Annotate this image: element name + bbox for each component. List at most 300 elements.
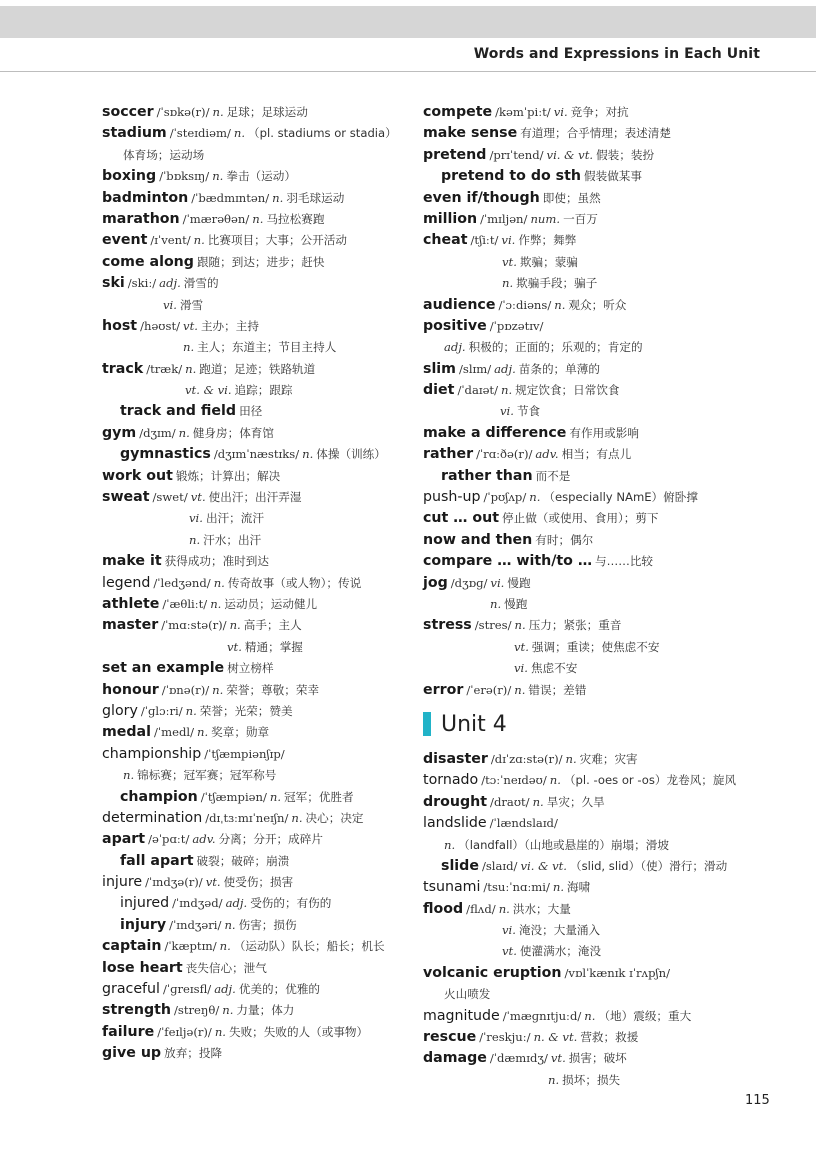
phonetic: /slaɪd/ — [481, 858, 518, 873]
headword: audience — [423, 296, 496, 313]
vocab-line — [423, 337, 743, 358]
headword: gymnastics — [120, 446, 211, 463]
vocab-line — [423, 230, 743, 251]
part-of-speech: n. — [219, 939, 231, 954]
phonetic: /træk/ — [146, 361, 183, 376]
phonetic: /ˈmærəθən/ — [182, 211, 250, 226]
definition: 丧失信心；泄气 — [185, 960, 267, 975]
definition: 受伤的；有伤的 — [250, 896, 332, 911]
vocab-line — [102, 744, 388, 765]
part-of-speech: vi. & vt. — [546, 147, 594, 162]
headword: make a difference — [423, 424, 567, 441]
vocab-line — [423, 188, 743, 209]
vocab-line — [102, 295, 388, 316]
part-of-speech: n. — [185, 361, 197, 376]
headword: stress — [423, 617, 472, 634]
headword: even if/though — [423, 189, 540, 206]
vocab-line — [423, 273, 743, 294]
phonetic: /ˈbædmɪntən/ — [191, 190, 270, 205]
left-column — [102, 102, 397, 1065]
phonetic: /stres/ — [474, 618, 512, 633]
definition: 有时；偶尔 — [535, 532, 594, 547]
phonetic: /ˈmedl/ — [154, 725, 194, 740]
headword: work out — [102, 467, 173, 484]
headword: flood — [423, 900, 464, 917]
vocab-line — [423, 166, 743, 187]
phonetic: /ˈɪndʒəd/ — [172, 896, 223, 911]
part-of-speech: n. — [552, 880, 565, 895]
headword: track and field — [120, 403, 237, 420]
part-of-speech: adj. — [444, 340, 466, 355]
phonetic: /dʒɒɡ/ — [450, 575, 488, 590]
part-of-speech: n. — [214, 1024, 226, 1039]
right-column — [423, 102, 743, 1091]
phonetic: /skiː/ — [127, 276, 157, 291]
definition: 营救；救援 — [580, 1030, 639, 1045]
vocab-line — [102, 1022, 388, 1043]
part-of-speech: n. — [554, 297, 566, 312]
definition: 观众；听众 — [568, 297, 627, 312]
part-of-speech: n. — [549, 773, 561, 788]
vocab-line — [102, 1000, 388, 1021]
definition: 传奇故事（或人物）；传说 — [227, 575, 362, 590]
headword: compare … with/to … — [423, 553, 593, 570]
part-of-speech: n. — [212, 105, 224, 119]
vocab-line — [423, 680, 743, 701]
vocab-line — [102, 573, 388, 594]
vocab-line — [423, 813, 743, 834]
headword: come along — [102, 253, 194, 270]
phonetic: /ˈɡreɪsfl/ — [163, 982, 212, 997]
definition: 相当；有点儿 — [561, 447, 632, 462]
headword: strength — [102, 1002, 171, 1019]
definition: 损坏；损失 — [562, 1072, 621, 1087]
headword: damage — [423, 1050, 487, 1067]
part-of-speech: vi. & vt. — [520, 858, 567, 873]
part-of-speech: n. — [178, 425, 190, 440]
part-of-speech: vt. — [502, 254, 517, 269]
phonetic: /ˈkæptɪn/ — [164, 939, 217, 954]
definition: 滑雪 — [179, 297, 204, 312]
headword: event — [102, 232, 148, 249]
vocab-line — [423, 1070, 743, 1091]
part-of-speech: n. — [229, 618, 241, 633]
vocab-line — [102, 145, 388, 166]
unit-heading-bar — [423, 712, 431, 736]
definition: （slid, slid）（使）滑行；滑动 — [570, 858, 728, 873]
vocab-line — [102, 658, 388, 679]
definition: 田径 — [239, 404, 263, 419]
phonetic: /ˈerə(r)/ — [466, 682, 512, 697]
part-of-speech: adv. — [535, 447, 559, 462]
phonetic: /ˈɡlɔːri/ — [140, 703, 183, 718]
vocab-line — [102, 594, 388, 615]
phonetic: /ˈpɒzətɪv/ — [489, 318, 544, 333]
headword: make it — [102, 553, 162, 570]
definition: 使受伤；损害 — [223, 875, 294, 890]
part-of-speech: vi. — [490, 575, 505, 590]
headword: positive — [423, 317, 487, 334]
part-of-speech: vi. — [163, 297, 177, 312]
phonetic: /dɪˌtɜːmɪˈneɪʃn/ — [205, 810, 289, 825]
part-of-speech: adj. — [225, 896, 248, 911]
headword: set an example — [102, 660, 225, 677]
phonetic: /ˈdaɪət/ — [457, 383, 498, 398]
part-of-speech: n. — [548, 1072, 560, 1087]
definition: 奖章；勋章 — [211, 725, 270, 740]
headword: drought — [423, 793, 488, 810]
headword: injury — [120, 916, 167, 933]
headword: captain — [102, 938, 162, 955]
phonetic: /ˈtʃæmpiən/ — [200, 789, 267, 804]
definition: 损害；破坏 — [568, 1051, 627, 1066]
part-of-speech: vi. — [189, 511, 203, 526]
headword: cheat — [423, 232, 468, 249]
definition: 即使；虽然 — [542, 190, 601, 205]
definition: 强调；重读；使焦虑不安 — [531, 639, 660, 654]
headword: magnitude — [423, 1007, 500, 1024]
part-of-speech: vt. — [502, 944, 517, 959]
definition: 追踪；跟踪 — [234, 383, 293, 398]
part-of-speech: n. — [514, 682, 526, 697]
vocab-line — [102, 872, 388, 893]
headword: rather than — [441, 467, 533, 484]
phonetic: /ˈreskjuː/ — [479, 1030, 531, 1045]
part-of-speech: n. — [269, 789, 282, 804]
vocab-line — [423, 835, 743, 856]
phonetic: /əˈpɑːt/ — [148, 832, 190, 847]
vocab-line — [102, 401, 388, 422]
part-of-speech: n. — [189, 532, 201, 547]
right-column-entries-unit3 — [423, 102, 743, 701]
phonetic: /həʊst/ — [140, 318, 181, 333]
vocab-line — [102, 188, 388, 209]
headword: track — [102, 360, 144, 377]
vocab-line — [102, 123, 397, 144]
phonetic: /prɪˈtend/ — [489, 147, 544, 162]
vocab-line — [102, 102, 388, 123]
definition: （pl. stadiums or stadia） — [248, 126, 397, 141]
headword: sweat — [102, 489, 150, 506]
vocab-line — [423, 316, 743, 337]
headword: fall apart — [120, 852, 194, 869]
definition: 健身房；体育馆 — [192, 425, 274, 440]
vocab-line — [423, 401, 743, 422]
headword: compete — [423, 104, 493, 120]
headword: push-up — [423, 489, 481, 506]
definition: （地）震级；重大 — [598, 1008, 692, 1023]
vocab-line — [102, 273, 388, 294]
vocab-line — [102, 230, 388, 251]
headword: championship — [102, 745, 202, 762]
part-of-speech: n. — [514, 618, 526, 633]
phonetic: /vɒlˈkænɪk ɪˈrʌpʃn/ — [564, 965, 671, 980]
definition: （pl. -oes or -os）龙卷风；旋风 — [563, 773, 737, 788]
vocab-line — [102, 359, 388, 380]
definition: 假装；装扮 — [596, 147, 655, 162]
part-of-speech: adj. — [494, 361, 516, 376]
headword: volcanic eruption — [423, 964, 562, 981]
headword: pretend to do sth — [441, 168, 582, 185]
vocab-line — [423, 252, 743, 273]
definition: 体操（训练） — [316, 447, 386, 462]
definition: 灾难；灾害 — [579, 751, 638, 766]
headword: graceful — [102, 981, 160, 998]
part-of-speech: adj. — [159, 276, 181, 291]
definition: 节食 — [516, 404, 541, 419]
definition: 比赛项目；大事；公开活动 — [207, 233, 347, 248]
header-divider — [0, 71, 816, 72]
definition: 有道理；合乎情理；表述清楚 — [520, 126, 671, 141]
vocab-line — [423, 770, 743, 791]
headword: gym — [102, 424, 137, 441]
definition: 优美的；优雅的 — [238, 982, 321, 997]
phonetic: /tʃiːt/ — [470, 233, 499, 248]
definition: 假装做某事 — [584, 169, 642, 184]
part-of-speech: adv. — [192, 832, 216, 847]
phonetic: /ˈrɑːðə(r)/ — [476, 447, 533, 462]
headword: glory — [102, 702, 138, 719]
vocab-line — [102, 701, 388, 722]
part-of-speech: n. — [183, 340, 195, 355]
part-of-speech: adj. — [214, 982, 236, 997]
part-of-speech: vt. — [227, 639, 242, 654]
vocab-line — [102, 551, 388, 572]
definition: 失败；失败的人（或事物） — [228, 1024, 369, 1039]
phonetic: /ˈɔːdiəns/ — [498, 297, 552, 312]
part-of-speech: n. — [212, 169, 224, 184]
vocab-line — [102, 829, 388, 850]
definition: 停止做（或使用、食用）；剪下 — [502, 511, 659, 526]
vocab-line — [102, 851, 388, 872]
part-of-speech: n. — [224, 917, 236, 932]
phonetic: /dʒɪm/ — [139, 425, 176, 440]
definition: 锻炼；计算出；解决 — [175, 468, 281, 483]
definition: 压力；紧张；重音 — [528, 618, 622, 633]
definition: 汗水；出汗 — [203, 532, 262, 547]
phonetic: /streŋθ/ — [173, 1003, 220, 1018]
definition: 放弃；投降 — [164, 1046, 223, 1061]
vocab-line — [102, 380, 388, 401]
part-of-speech: n. — [565, 751, 577, 766]
vocab-line — [102, 209, 388, 230]
vocab-line — [102, 252, 388, 273]
vocab-line — [423, 209, 743, 230]
phonetic: /ˈmɪljən/ — [480, 211, 528, 226]
definition: 精通；掌握 — [244, 639, 303, 654]
vocab-line — [102, 530, 388, 551]
definition: 获得成功；准时到达 — [164, 554, 269, 569]
headword: cut … out — [423, 510, 499, 527]
phonetic: /ˈlændslaɪd/ — [489, 816, 558, 831]
phonetic: /flʌd/ — [466, 901, 496, 916]
definition: 错误；差错 — [528, 682, 587, 697]
definition: 作弊；舞弊 — [518, 233, 577, 248]
phonetic: /dɪˈzɑːstə(r)/ — [490, 751, 563, 766]
vocab-line — [423, 792, 743, 813]
phonetic: /ˈɒnə(r)/ — [161, 682, 210, 697]
vocab-line — [102, 808, 388, 829]
definition: 慢跑 — [504, 596, 528, 611]
part-of-speech: n. — [529, 490, 541, 505]
headword: honour — [102, 681, 159, 698]
headword: make sense — [423, 125, 518, 142]
phonetic: /ɪˈvent/ — [150, 233, 191, 248]
part-of-speech: vt. & vi. — [185, 383, 232, 398]
definition: 冠军；优胜者 — [284, 789, 354, 804]
part-of-speech: vi. — [500, 404, 514, 419]
definition: 跑道；足迹；铁路轨道 — [199, 361, 316, 376]
definition: 洪水；大量 — [512, 901, 571, 916]
definition: 主办；主持 — [200, 318, 259, 333]
phonetic: /ˈbɒksɪŋ/ — [159, 169, 210, 184]
vocab-line — [423, 1027, 743, 1048]
part-of-speech: vt. — [205, 875, 221, 890]
vocab-line — [423, 530, 743, 551]
headword: host — [102, 317, 138, 334]
phonetic: /ˈfeɪljə(r)/ — [157, 1024, 212, 1039]
definition: 主人；东道主；节目主持人 — [197, 340, 337, 355]
headword: give up — [102, 1045, 162, 1062]
definition: 使出汗；出汗弄湿 — [208, 490, 302, 505]
vocab-line — [102, 487, 388, 508]
part-of-speech: n. — [302, 447, 314, 462]
vocab-line — [102, 893, 388, 914]
phonetic: /tɔːˈneɪdəʊ/ — [481, 773, 547, 788]
part-of-speech: vt. — [190, 490, 206, 505]
headword: slim — [423, 360, 456, 377]
headword: rescue — [423, 1029, 477, 1046]
definition: 火山喷发 — [444, 987, 491, 1002]
phonetic: /ˈmæɡnɪtjuːd/ — [502, 1008, 582, 1023]
vocab-line — [102, 680, 388, 701]
definition: 欺骗；蒙骗 — [519, 254, 578, 269]
definition: 规定饮食；日常饮食 — [515, 383, 620, 398]
unit-heading — [423, 702, 743, 747]
headword: athlete — [102, 595, 160, 612]
headword: landslide — [423, 815, 487, 832]
vocab-line — [423, 637, 743, 658]
vocab-line — [423, 1006, 743, 1027]
headword: failure — [102, 1023, 155, 1040]
vocab-line — [423, 466, 743, 487]
part-of-speech: n. — [123, 768, 135, 783]
headword: slide — [441, 857, 479, 874]
part-of-speech: vi. — [514, 661, 528, 676]
definition: 跟随；到达；进步；赶快 — [196, 254, 325, 269]
vocab-line — [423, 423, 743, 444]
headword: apart — [102, 831, 146, 848]
vocab-line — [423, 899, 743, 920]
part-of-speech: n. — [502, 276, 514, 291]
headword: tsunami — [423, 879, 481, 896]
headword: badminton — [102, 189, 189, 206]
part-of-speech: n. — [210, 596, 222, 611]
definition: 一百万 — [563, 211, 598, 226]
vocab-line — [102, 615, 388, 636]
headword: lose heart — [102, 959, 183, 976]
definition: 力量；体力 — [236, 1003, 295, 1018]
definition: 苗条的；单薄的 — [518, 361, 600, 376]
part-of-speech: vt. — [550, 1051, 566, 1066]
header-bar — [0, 6, 816, 38]
phonetic: /ˈsɒkə(r)/ — [156, 105, 210, 119]
definition: 旱灾；久旱 — [546, 794, 605, 809]
phonetic: /ˈledʒənd/ — [153, 575, 211, 590]
vocab-line — [423, 573, 743, 594]
vocab-line — [423, 487, 743, 508]
definition: 欺骗手段；骗子 — [516, 276, 598, 291]
running-header-title: Words and Expressions in Each Unit — [473, 46, 760, 62]
vocab-line — [423, 920, 743, 941]
phonetic: /swet/ — [152, 490, 188, 505]
vocab-line — [102, 722, 388, 743]
part-of-speech: vt. — [514, 639, 529, 654]
definition: 决心；决定 — [305, 810, 364, 825]
vocab-line — [423, 594, 743, 615]
unit-heading-label: Unit 4 — [441, 711, 507, 737]
phonetic: /slɪm/ — [458, 361, 492, 376]
phonetic: /tsuːˈnɑːmi/ — [483, 880, 550, 895]
vocab-line — [102, 787, 388, 808]
part-of-speech: n. — [252, 211, 264, 226]
definition: 使灌满水；淹没 — [519, 944, 602, 959]
part-of-speech: n. — [212, 682, 224, 697]
definition: （landfall）（山地或悬崖的）崩塌；滑坡 — [458, 837, 669, 852]
definition: 拳击（运动） — [226, 169, 296, 184]
part-of-speech: n. — [584, 1008, 596, 1023]
part-of-speech: n. — [498, 901, 510, 916]
definition: （especially NAmE）俯卧撑 — [543, 490, 698, 505]
part-of-speech: n. — [196, 725, 209, 740]
phonetic: /dʒɪmˈnæstɪks/ — [213, 447, 300, 462]
definition: （运动队）队长；船长；机长 — [233, 939, 385, 954]
vocab-line — [102, 337, 388, 358]
vocab-line — [102, 1043, 388, 1064]
phonetic: /ˈdæmɪdʒ/ — [489, 1051, 548, 1066]
headword: determination — [102, 809, 203, 826]
definition: 羽毛球运动 — [286, 190, 345, 205]
phonetic: /ˈpʊʃʌp/ — [483, 490, 527, 505]
phonetic: /kəmˈpiːt/ — [495, 105, 551, 119]
definition: 高手；主人 — [243, 618, 302, 633]
vocab-line — [102, 423, 388, 444]
headword: injure — [102, 874, 143, 891]
vocab-line — [102, 936, 388, 957]
definition: 竞争；对抗 — [570, 105, 629, 119]
part-of-speech: vi. — [502, 923, 516, 938]
part-of-speech: n. — [490, 596, 502, 611]
vocab-line — [423, 877, 743, 898]
vocab-line — [423, 1048, 743, 1069]
definition: 淹没；大量涌入 — [518, 923, 601, 938]
phonetic: /ˈɪndʒə(r)/ — [145, 875, 203, 890]
definition: 滑雪的 — [183, 276, 219, 291]
vocab-line — [423, 295, 743, 316]
headword: champion — [120, 788, 198, 805]
definition: 运动员；运动健儿 — [224, 596, 318, 611]
part-of-speech: vi. — [501, 233, 516, 248]
part-of-speech: n. — [233, 126, 246, 141]
definition: 慢跑 — [507, 575, 531, 590]
headword: boxing — [102, 168, 157, 185]
definition: 与……比较 — [595, 554, 654, 569]
part-of-speech: n. — [222, 1003, 234, 1018]
phonetic: /ˈɪndʒəri/ — [169, 917, 222, 932]
headword: legend — [102, 574, 151, 591]
part-of-speech: num. — [530, 211, 561, 226]
vocab-line — [423, 749, 743, 770]
